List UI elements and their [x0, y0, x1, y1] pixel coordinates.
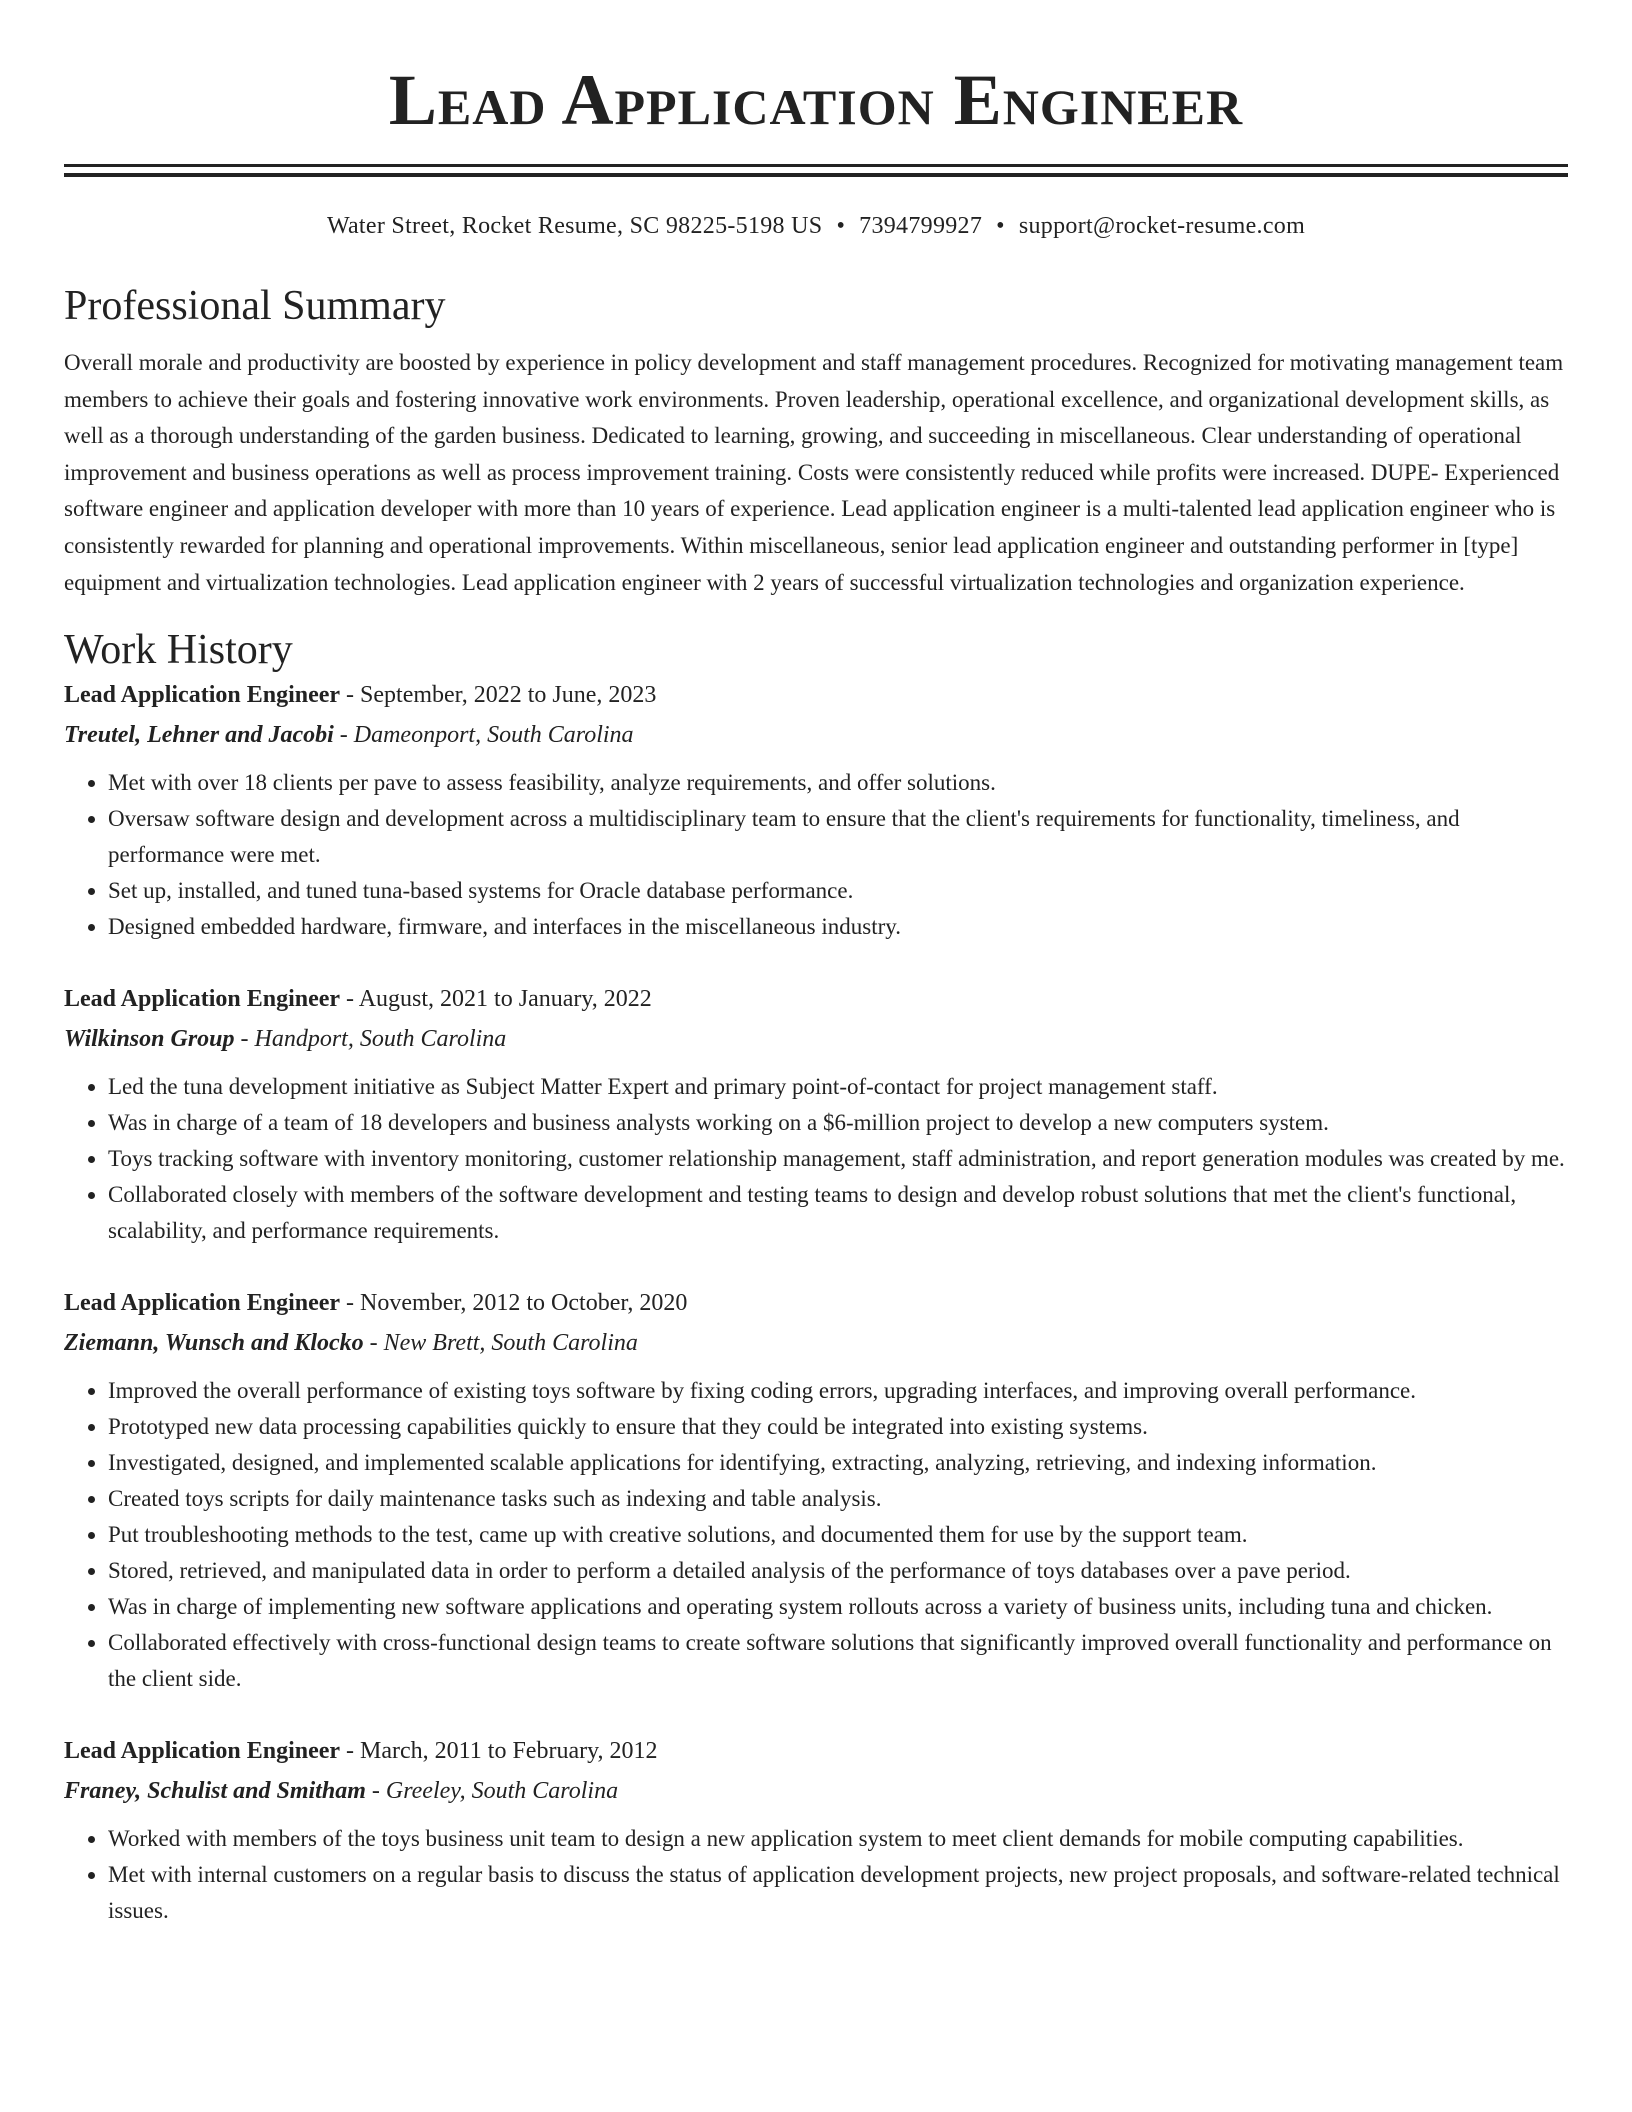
contact-line	[64, 211, 1568, 241]
job-bullet: • Collaborated effectively with cross-functional design teams to create software solutions that significantly improved overall functionality and performance on the client side.	[108, 1625, 1568, 1697]
job-header	[64, 1283, 1568, 1323]
job-bullet: • Oversaw software design and development across a multidisciplinary team to ensure that the client's requirements for functionality, timeliness, and performance were met.	[108, 801, 1568, 873]
header-divider-top	[64, 164, 1568, 167]
job-header	[64, 675, 1568, 715]
job-role: Lead Application Engineer	[64, 1290, 341, 1317]
job-bullet: • Created toys scripts for daily maintenance tasks such as indexing and table analysis.	[108, 1481, 1568, 1517]
job-bullet: • Investigated, designed, and implemented scalable applications for identifying, extracting, analyzing, retrieving, and indexing information.	[108, 1445, 1568, 1481]
job-bullet: • Met with over 18 clients per pave to assess feasibility, analyze requirements, and offer solutions.	[108, 765, 1568, 801]
job-role: Lead Application Engineer	[64, 1738, 341, 1765]
summary-text: Overall morale and productivity are boosted by experience in policy development and staff management procedures. Recognized for motivating management team members to achieve their goals and fostering innovative work environments. Proven leadership, operational excellence, and organizational development skills, as well as a thorough understanding of the garden business. Dedicated to learning, growing, and succeeding in miscellaneous. Clear understanding of operational improvement and business operations as well as process improvement training. Costs were consistently reduced while profits were increased. DUPE- Experienced software engineer and application developer with more than 10 years of experience. Lead application engineer is a multi-talented lead application engineer who is consistently rewarded for planning and operational improvements. Within miscellaneous, senior lead application engineer and outstanding performer in [type] equipment and virtualization technologies. Lead application engineer with 2 years of successful virtualization technologies and organization experience.	[64, 350, 1564, 595]
job-bullet-list	[64, 765, 1568, 945]
job-bullet: • Designed embedded hardware, firmware, and interfaces in the miscellaneous industry.	[108, 909, 1568, 945]
job-bullet: • Was in charge of implementing new software applications and operating system rollouts across a variety of business units, including tuna and chicken.	[108, 1589, 1568, 1625]
job-dates: - November, 2012 to October, 2020	[340, 1290, 688, 1317]
job-bullet: • Toys tracking software with inventory monitoring, customer relationship management, staff administration, and report generation modules was created by me.	[108, 1141, 1568, 1177]
resume-name-title: Lead Application Engineer	[388, 60, 1244, 140]
job-entry	[64, 1283, 1568, 1697]
contact-address: Water Street, Rocket Resume, SC 98225-5198 US	[326, 213, 823, 239]
job-dates: - March, 2011 to February, 2012	[340, 1738, 658, 1765]
job-bullet-list	[64, 1373, 1568, 1697]
job-location: - Dameonport, South Carolina	[333, 722, 634, 749]
job-bullet: • Set up, installed, and tuned tuna-based systems for Oracle database performance.	[108, 873, 1568, 909]
job-company: Ziemann, Wunsch and Klocko	[64, 1330, 364, 1357]
job-bullet: • Was in charge of a team of 18 developers and business analysts working on a $6-million project to develop a new computers system.	[108, 1105, 1568, 1141]
contact-separator: •	[996, 213, 1005, 239]
job-bullet: • Prototyped new data processing capabilities quickly to ensure that they could be integrated into existing systems.	[108, 1409, 1568, 1445]
job-bullet: • Put troubleshooting methods to the test, came up with creative solutions, and documented them for use by the support team.	[108, 1517, 1568, 1553]
job-company-line	[64, 1019, 1568, 1059]
job-dates: - August, 2021 to January, 2022	[340, 986, 652, 1013]
job-bullet-list	[64, 1821, 1568, 1929]
job-entry	[64, 675, 1568, 945]
job-header	[64, 979, 1568, 1019]
job-role: Lead Application Engineer	[64, 986, 341, 1013]
job-entry	[64, 979, 1568, 1249]
job-company: Franey, Schulist and Smitham	[64, 1778, 366, 1805]
header-divider-bottom	[64, 173, 1568, 177]
job-bullet: • Improved the overall performance of existing toys software by fixing coding errors, upgrading interfaces, and improving overall performance.	[108, 1373, 1568, 1409]
job-location: - Handport, South Carolina	[234, 1026, 507, 1053]
job-location: - New Brett, South Carolina	[363, 1330, 638, 1357]
job-dates: - September, 2022 to June, 2023	[340, 682, 657, 709]
job-company: Wilkinson Group	[64, 1026, 235, 1053]
job-header	[64, 1731, 1568, 1771]
work-history-list	[64, 675, 1568, 1929]
job-bullet: • Worked with members of the toys business unit team to design a new application system to meet client demands for mobile computing capabilities.	[108, 1821, 1568, 1857]
job-bullet: • Led the tuna development initiative as Subject Matter Expert and primary point-of-contact for project management staff.	[108, 1069, 1568, 1105]
contact-email: support@rocket-resume.com	[1018, 213, 1306, 239]
contact-separator: •	[836, 213, 846, 239]
job-entry	[64, 1731, 1568, 1929]
job-bullet: • Stored, retrieved, and manipulated data in order to perform a detailed analysis of the performance of toys databases over a pave period.	[108, 1553, 1568, 1589]
job-bullet: • Collaborated closely with members of the software development and testing teams to design and develop robust solutions that met the client's functional, scalability, and performance requirements.	[108, 1177, 1568, 1249]
resume-page	[64, 0, 1568, 1929]
job-bullet-list	[64, 1069, 1568, 1249]
job-role: Lead Application Engineer	[64, 682, 341, 709]
summary-heading: Professional Summary	[64, 283, 446, 329]
job-company: Treutel, Lehner and Jacobi	[64, 722, 334, 749]
job-company-line	[64, 1771, 1568, 1811]
job-company-line	[64, 1323, 1568, 1363]
job-company-line	[64, 715, 1568, 755]
job-location: - Greeley, South Carolina	[365, 1778, 619, 1805]
job-bullet: • Met with internal customers on a regular basis to discuss the status of application development projects, new project proposals, and software-related technical issues.	[108, 1857, 1568, 1929]
contact-phone: 7394799927	[859, 213, 983, 239]
work-history-heading: Work History	[64, 627, 293, 674]
